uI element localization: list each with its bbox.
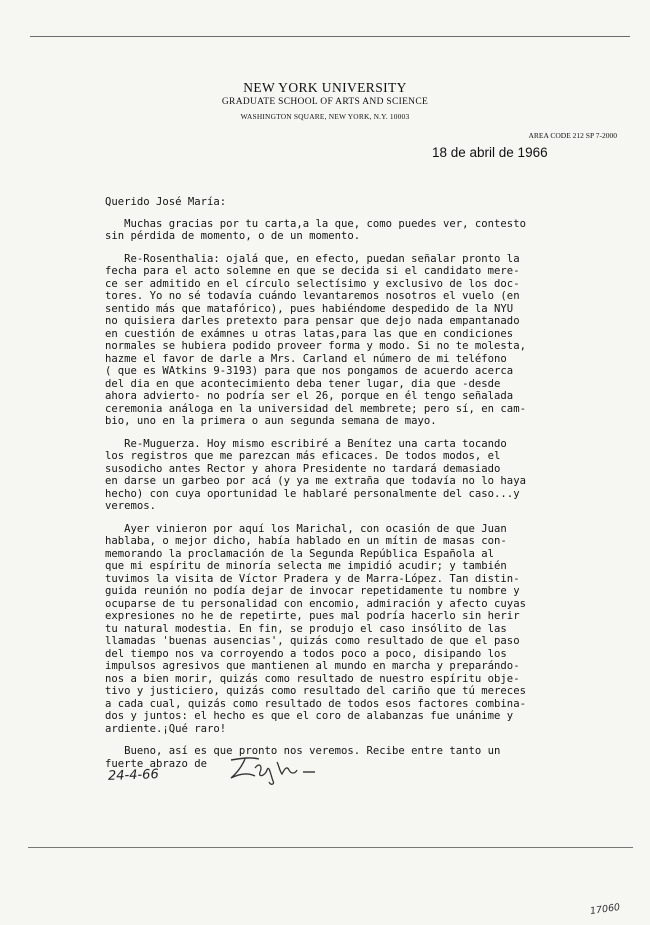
paragraph-line: tuvimos la visita de Víctor Pradera y de Marra-López. Tan distin-: [105, 572, 520, 585]
letterhead-school: GRADUATE SCHOOL OF ARTS AND SCIENCE: [221, 97, 429, 107]
paragraph-line: ce ser admitido en el círculo selectísimo y exclusivo de los doc-: [105, 277, 520, 290]
paragraph-line: del tiempo nos va corroyendo a todos poco a poco, disipando los: [105, 647, 507, 660]
paragraphs: [105, 218, 625, 771]
paragraph-line: a cada cual, quizás como resultado de todos esos factores combina-: [105, 697, 526, 710]
paragraph-line: tores. Yo no sé todavía cuándo levantaremos nosotros el vuelo (en: [105, 290, 520, 302]
paragraph-line: que mi espíritu de minoría selecta me impidió acudir; y también: [105, 560, 507, 572]
top-divider: [30, 36, 630, 37]
paragraph-line: expresiones no he de repetirte, pues mal podría hacerlo sin herir: [105, 610, 520, 622]
paragraph-line: ardiente.¡Qué raro!: [105, 722, 227, 735]
paragraph-line: veremos.: [105, 500, 157, 512]
paragraph-line: sin pérdida de momento, o de un momento.: [105, 230, 361, 242]
paragraph-line: ( que es WAtkins 9-3193) para que nos pongamos de acuerdo acerca: [105, 365, 514, 377]
paragraph: [105, 218, 625, 243]
letterhead-institution: NEW YORK UNIVERSITY: [243, 80, 407, 95]
paragraph-line: del dia en que acontecimiento deba tener lugar, dia que -desde: [105, 377, 501, 390]
salutation: Querido José María:: [105, 196, 227, 208]
paragraph: [105, 253, 625, 428]
paragraph-line: guida reunión no podía dejar de invocar repetidamente tu nombre y: [105, 585, 520, 597]
archive-number: 17060: [589, 901, 621, 918]
letter-body: [105, 196, 625, 780]
paragraph-line: hecho) con cuya oportunidad le hablaré personalmente del caso...y: [105, 487, 520, 500]
paragraph-line: Re-Muguerza. Hoy mismo escribiré a Benítez una carta tocando: [105, 437, 507, 450]
paragraph-line: Bueno, así es que pronto nos veremos. Recibe entre tanto un: [105, 745, 501, 757]
paragraph-line: ocuparse de tu personalidad con encomio, admiración y afecto cuyas: [105, 597, 526, 610]
paragraph-line: llamadas 'buenas ausencias', quizás como resultado de que el paso: [105, 635, 520, 647]
paragraph-line: ahora advierto- no podría ser el 26, porque en él tengo señalada: [105, 390, 514, 402]
handwritten-signature: [225, 748, 335, 788]
paragraph-line: Re-Rosenthalia: ojalá que, en efecto, puedan señalar pronto la: [105, 252, 520, 265]
letterhead-phone: AREA CODE 212 SP 7-2000: [528, 131, 617, 140]
paragraph-line: ceremonia análoga en la universidad del membrete; pero sí, en cam-: [105, 402, 526, 415]
paragraph-line: sentido más que matafórico), pues habiéndome despedido de la NYU: [105, 302, 514, 315]
paragraph-line: impulsos agresivos que mantienen al mundo en marcha y preparándo-: [105, 660, 520, 672]
paragraph-line: normales se hubiera podido proveer forma y modo. Si no te molesta,: [105, 340, 526, 352]
paragraph-line: memorando la proclamación de la Segunda República Española al: [105, 547, 495, 560]
paragraph-line: dos y juntos: el hecho es que el coro de alabanzas fue unánime y: [105, 710, 514, 722]
paragraph-line: susodicho antes Rector y ahora Presidente no tardará demasiado: [105, 462, 501, 475]
paragraph-line: fecha para el acto solemne en que se decida si el candidato mere-: [105, 265, 520, 277]
letterhead-address: WASHINGTON SQUARE, NEW YORK, N.Y. 10003: [240, 112, 410, 121]
paragraph-line: nos a bien morir, quizás como resultado de nuestro espíritu obje-: [105, 672, 520, 685]
paragraph-line: fuerte abrazo de: [105, 757, 208, 770]
paragraph-line: Ayer vinieron por aquí los Marichal, con ocasión de que Juan: [105, 522, 507, 535]
paragraph-line: tu natural modestia. En fin, se produjo el caso insólito de las: [105, 622, 507, 635]
paragraph-line: en cuestión de exámnes u otras latas,para las que en condiciones: [105, 327, 514, 340]
paragraph-line: los registros que me parezcan más eficaces. De todos modos, el: [105, 450, 501, 462]
paragraph-line: no quisiera darles pretexto para pensar que dejo nada empantanado: [105, 315, 520, 327]
paragraph: [105, 745, 625, 770]
paragraph-line: tivo y justiciero, quizás como resultado del cariño que tú mereces: [105, 685, 526, 697]
letter-date: 18 de abril de 1966: [432, 145, 548, 160]
paragraph-line: hazme el favor de darle a Mrs. Carland el número de mi teléfono: [105, 352, 507, 365]
paragraph-line: hablaba, o mejor dicho, había hablado en un mítin de masas con-: [105, 535, 507, 547]
handwritten-date-note: 24-4-66: [107, 767, 159, 784]
paragraph: [105, 438, 625, 513]
paragraph-line: Muchas gracias por tu carta,a la que, como puedes ver, contesto: [105, 217, 526, 230]
paragraph-line: bio, uno en la primera o aun segunda semana de mayo.: [105, 415, 437, 427]
paragraph: [105, 523, 625, 736]
bottom-divider: [28, 847, 633, 848]
paragraph-line: en darse un garbeo por acá (y ya me extraña que todavía no lo haya: [105, 475, 526, 487]
